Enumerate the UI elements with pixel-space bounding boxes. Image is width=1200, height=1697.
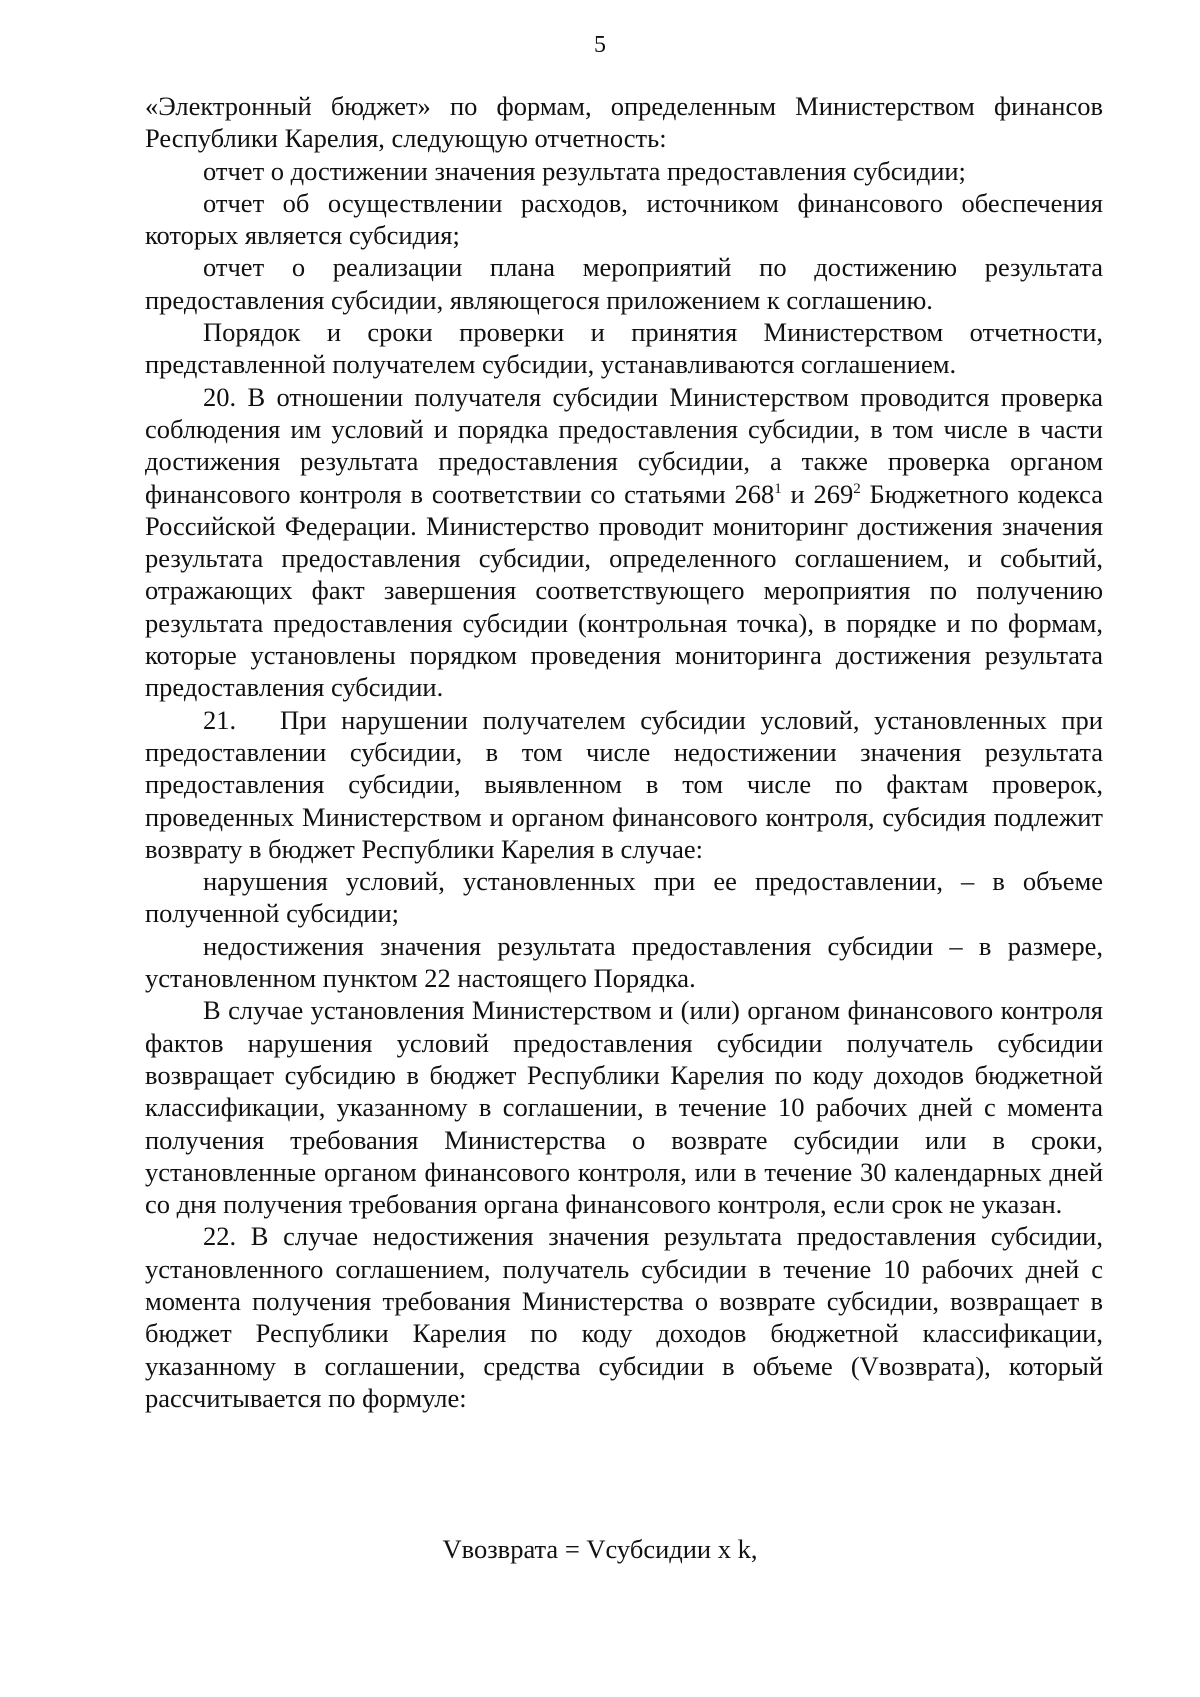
document-body <box>145 90 1110 1414</box>
paragraph-20-text: Бюджетного кодекса Российской Федерации. Министерство проводит мониторинг достижения значения результата предоставления субсидии, определенного соглашением, и событий, отражающих факт завершения соответствующего мероприятия по получению результата предоставления субсидии (контрольная точка), в порядке и по формам, которые установлены порядком проведения мониторинга достижения результата предоставления субсидии. <box>145 478 1103 703</box>
paragraph: Порядок и сроки проверки и принятия Министерством отчетности, представленной получателем субсидии, устанавливаются соглашением. <box>145 317 1103 380</box>
paragraph: «Электронный бюджет» по формам, определенным Министерством финансов Республики Карелия, следующую отчетность: <box>145 91 1103 154</box>
paragraph: отчет о реализации плана мероприятий по достижению результата предоставления субсидии, являющегося приложением к соглашению. <box>145 252 1103 315</box>
page-number: 5 <box>594 32 606 58</box>
superscript: 2 <box>853 480 861 497</box>
paragraph-21: 21. При нарушении получателем субсидии условий, установленных при предоставлении субсидии, в том числе недостижении значения результата предоставления субсидии, выявленном в том числе по фактам проверок, проведенных Министерством и органом финансового контроля, субсидия подлежит возврату в бюджет Республики Карелия в случае: <box>145 704 1110 864</box>
formula: Vвозврата = Vсубсидии x k, <box>442 1534 758 1564</box>
paragraph: нарушения условий, установленных при ее предоставлении, – в объеме полученной субсидии; <box>145 866 1103 929</box>
paragraph-22: 22. В случае недостижения значения результата предоставления субсидии, установленного соглашением, получатель субсидии в течение 10 рабочих дней с момента получения требования Министерства о возврате субсидии, возвращает в бюджет Республики Карелия по коду доходов бюджетной классификации, указанному в соглашении, средства субсидии в объеме (Vвозврата), который рассчитывается по формуле: <box>145 1221 1103 1413</box>
superscript: 1 <box>774 480 782 497</box>
paragraph: отчет об осуществлении расходов, источником финансового обеспечения которых является субсидия; <box>145 187 1103 251</box>
paragraph: отчет о достижении значения результата предоставления субсидии; <box>203 155 966 186</box>
paragraph-20-text: 20. В отношении получателя субсидии Министерством проводится проверка соблюдения им условий и порядка предоставления субсидии, в том числе в части достижения результата предоставления субсидии, а также проверка органом финансового контроля в соответствии со статьями 268 <box>145 381 1103 509</box>
paragraph: В случае установления Министерством и (или) органом финансового контроля фактов нарушения условий предоставления субсидии получатель субсидии возвращает субсидию в бюджет Республики Карелия по коду доходов бюджетной классификации, указанному в соглашении, в течение 10 рабочих дней с момента получения требования Министерства о возврате субсидии или в сроки, установленные органом финансового контроля, или в течение 30 календарных дней со дня получения требования органа финансового контроля, если срок не указан. <box>145 995 1103 1220</box>
paragraph: недостижения значения результата предоставления субсидии – в размере, установленном пунктом 22 настоящего Порядка. <box>145 930 1103 994</box>
paragraph-20-text: и 269 <box>781 478 854 509</box>
paragraph-20 <box>145 381 1103 704</box>
